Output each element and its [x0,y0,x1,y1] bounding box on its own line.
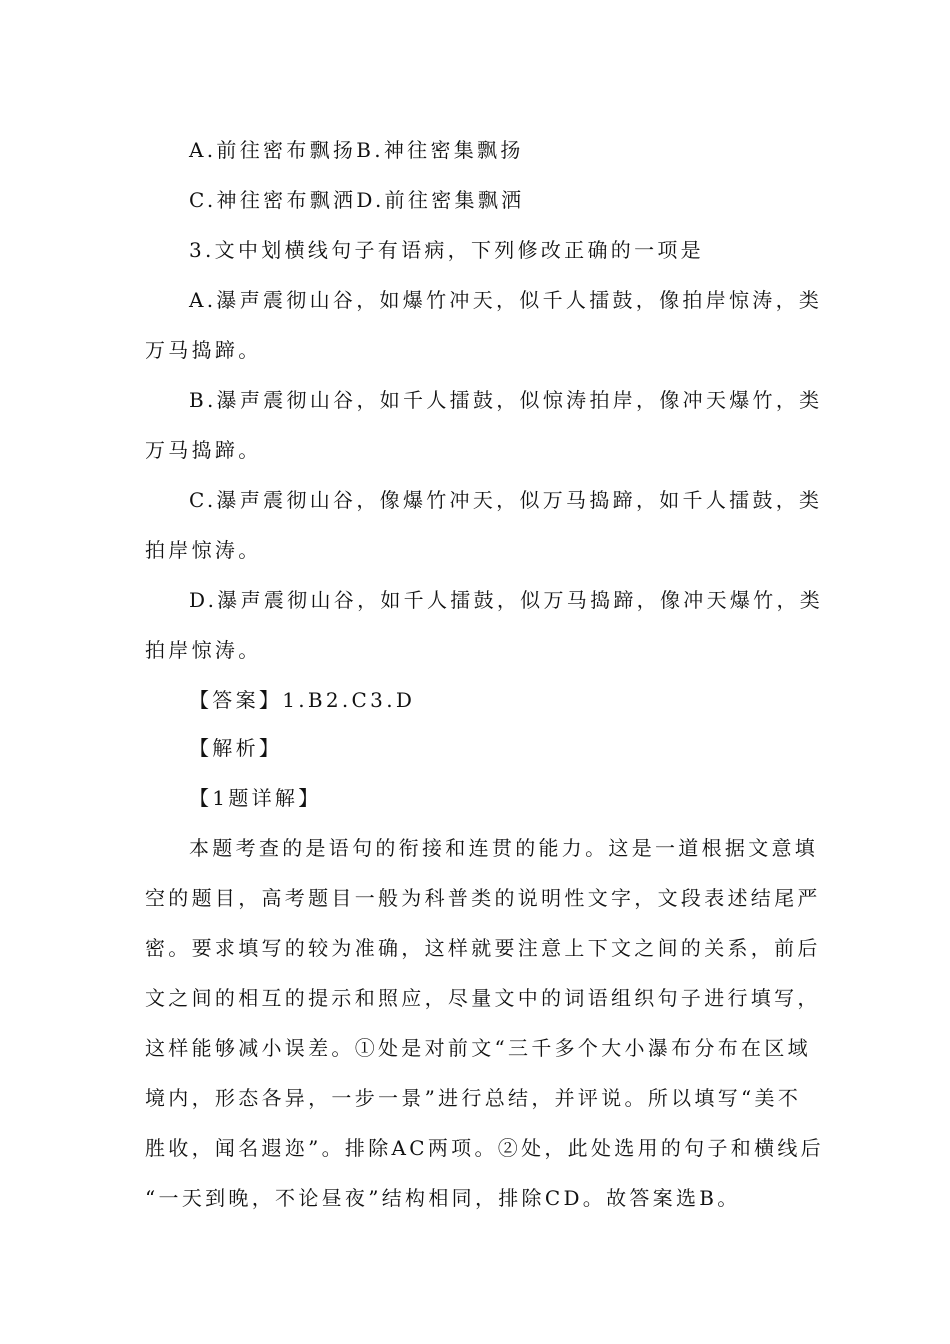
explanation-line-2: 空的题目，高考题目一般为科普类的说明性文字，文段表述结尾严 [145,886,821,910]
analysis-heading: 【解析】 [189,736,283,760]
explanation-line-1: 本题考查的是语句的衔接和连贯的能力。这是一道根据文意填 [189,836,819,860]
option-c-line-1: C.瀑声震彻山谷，像爆竹冲天，似万马捣蹄，如千人擂鼓，类 [189,488,823,512]
explanation-line-6: 境内，形态各异，一步一景”进行总结，并评说。所以填写“美不 [145,1086,802,1110]
detail-heading: 【1题详解】 [189,786,322,810]
explanation-line-3: 密。要求填写的较为准确，这样就要注意上下文之间的关系，前后 [145,936,821,960]
option-a-line-1: A.瀑声震彻山谷，如爆竹冲天，似千人擂鼓，像拍岸惊涛，类 [189,288,823,312]
option-a-line-2: 万马捣蹄。 [145,338,262,362]
option-line-ab: A.前往密布飘扬B.神往密集飘扬 [189,138,524,162]
option-d-line-2: 拍岸惊涛。 [145,638,262,662]
explanation-line-4: 文之间的相互的提示和照应，尽量文中的词语组织句子进行填写， [145,986,821,1010]
option-b-line-2: 万马捣蹄。 [145,438,262,462]
option-b-line-1: B.瀑声震彻山谷，如千人擂鼓，似惊涛拍岸，像冲天爆竹，类 [189,388,823,412]
option-line-cd: C.神往密布飘洒D.前往密集飘洒 [189,188,525,212]
question-3: 3.文中划横线句子有语病，下列修改正确的一项是 [189,238,704,262]
answer-line: 【答案】1.B2.C3.D [189,688,416,712]
explanation-line-5: 这样能够减小误差。①处是对前文“三千多个大小瀑布分布在区域 [145,1036,811,1060]
option-c-line-2: 拍岸惊涛。 [145,538,262,562]
explanation-line-7: 胜收，闻名遐迩”。排除AC两项。②处，此处选用的句子和横线后 [145,1136,824,1160]
option-d-line-1: D.瀑声震彻山谷，如千人擂鼓，似万马捣蹄，像冲天爆竹，类 [189,588,824,612]
explanation-line-8: “一天到晚，不论昼夜”结构相同，排除CD。故答案选B。 [145,1186,741,1210]
